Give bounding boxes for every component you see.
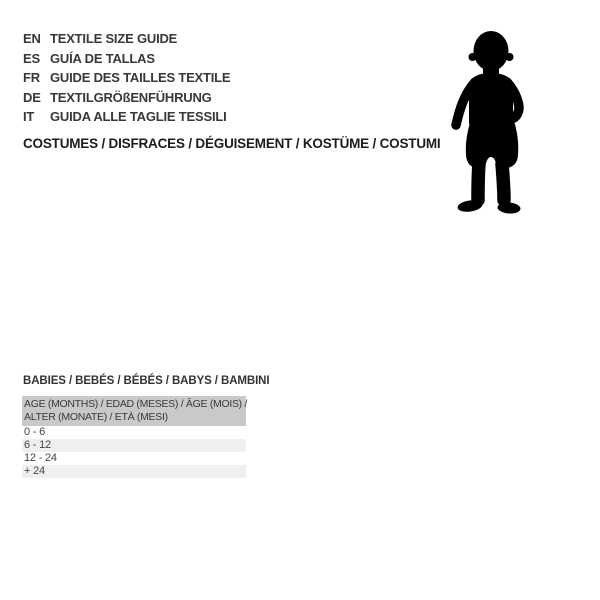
language-label: GUIDA ALLE TAGLIE TESSILI — [50, 109, 227, 124]
language-label: GUÍA DE TALLAS — [50, 50, 155, 66]
table-header-line2: ALTER (MONATE) / ETÀ (MESI) — [24, 411, 168, 423]
toddler-silhouette-icon — [448, 30, 530, 216]
table-header-line1: AGE (MONTHS) / EDAD (MESES) / ÂGE (MOIS) / — [24, 398, 248, 410]
table-row-24-plus: + 24 — [22, 465, 246, 478]
language-row-en — [23, 29, 230, 49]
language-row-it — [23, 107, 230, 127]
language-code: ES — [23, 50, 40, 66]
table-row-12-24: 12 - 24 — [22, 452, 246, 465]
language-label: TEXTILGRÖßENFÜHRUNG — [50, 89, 212, 105]
table-row-6-12: 6 - 12 — [22, 439, 246, 452]
language-list — [23, 29, 230, 127]
language-code: DE — [23, 89, 41, 105]
language-code: FR — [23, 70, 40, 85]
table-row-0-6: 0 - 6 — [22, 426, 246, 439]
language-code: EN — [23, 31, 41, 46]
language-label: TEXTILE SIZE GUIDE — [50, 31, 178, 46]
table-body — [22, 426, 246, 478]
language-label: GUIDE DES TAILLES TEXTILE — [50, 70, 231, 85]
section-title-babies: BABIES / BEBÉS / BÉBÉS / BABYS / BAMBINI — [23, 375, 270, 387]
age-size-table — [22, 396, 246, 478]
category-title: COSTUMES / DISFRACES / DÉGUISEMENT / KOSTÜME / COSTUMI — [23, 136, 441, 151]
language-row-de — [23, 88, 230, 108]
table-header — [22, 396, 246, 426]
toddler-silhouette-figure — [448, 30, 530, 216]
language-row-es — [23, 49, 230, 69]
language-code: IT — [23, 109, 35, 124]
language-row-fr — [23, 68, 230, 88]
